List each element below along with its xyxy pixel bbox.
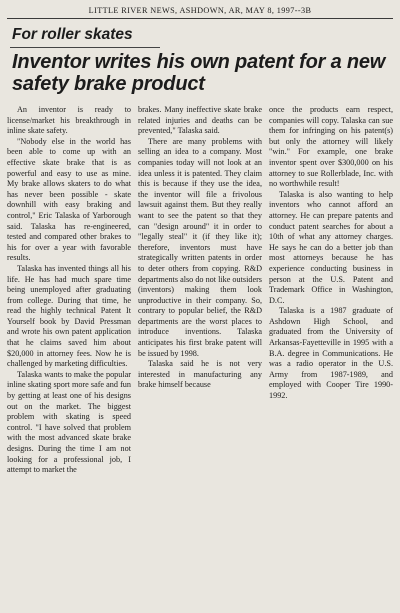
paragraph: Talaska has invented things all his life. He has had much spare time being unemployed after graduating from college. During that time, he read the highly technical Patent It Yourself book by David Pressman and wrote his own patent application that he claims saved him about $20,000 in attorney fees. Now he is challenged by marketing difficulties.: [7, 263, 131, 369]
paragraph: Talaska wants to make the popular inline skating sport more safe and fun by getting at least one of his designs out on the market. The biggest problem with skating is speed control. "I have solved that problem with the most advanced skate brake designs. During the time I am not looking for a professional job, I attempt to market the: [7, 369, 131, 475]
paragraph: "Nobody else in the world has been able to come up with an effective skate brake that is as powerful and easy to use as mine. My brake allows skaters to do what has never been possible - skate downhill with easy braking and control," Eric Talaska of Yarborough said. Talaska has re-engineered, tested and compared other brakes to his for over a year with favorable results.: [7, 136, 131, 263]
kicker: For roller skates: [12, 26, 133, 43]
paragraph: brakes. Many ineffective skate brake related injuries and deaths can be prevented," Talaska said.: [138, 105, 262, 136]
paragraph: Talaska is also wanting to help inventors who cannot afford an attorney. He can prepare patents and conduct patent searches for about a 10th of what any attorney charges. He says he can do a better job than most attorneys because he has experience conducting business in person at the U.S. Patent and Trademark Office in Washington, D.C.: [269, 189, 393, 305]
dateline-rule: [7, 18, 393, 19]
column-2: [138, 105, 262, 476]
kicker-rule: [10, 47, 160, 48]
paragraph: Talaska is a 1987 graduate of Ashdown High School, and graduated from the University of Arkansas-Fayetteville in 1995 with a B.A. degree in Communications. He was a radio operator in the U.S. Army from 1987-1989, and employed with Cooper Tire 1990-1992.: [269, 306, 393, 401]
dateline: LITTLE RIVER NEWS, ASHDOWN, AR, MAY 8, 1997--3B: [88, 6, 312, 15]
column-1: [7, 105, 131, 476]
paragraph: once the products earn respect, companies will copy. Talaska can sue them for infringing on his patent(s) but only the attorney will likely "win." For example, one brake inventor spent over $300,000 on his attorney to sue Rollerblade, Inc. with no worthwhile result!: [269, 105, 393, 189]
headline: Inventor writes his own patent for a new safety brake product: [12, 51, 386, 95]
article-body: [7, 105, 393, 476]
paragraph: Talaska said he is not very interested in manufacturing any brake himself because: [138, 359, 262, 390]
paragraph: There are many problems with selling an idea to a company. Most companies today will not look at an idea unless it is patented. They claim this is because if they use the idea, the inventor will file a frivolous lawsuit against them. But they really want to see the patent so that they can "design around" it in order to "legally steal" it (if they like it); therefore, inventors must have strategically written patents in order to deter others from copying. R&D departments also do not like outsiders (inventors) making them look unproductive in their company. So, contrary to popular belief, the R&D departments are the worst places to introduce inventions. Talaska anticipates his first brake patent will be issued by 1998.: [138, 136, 262, 358]
paragraph: An inventor is ready to license/market his breakthrough in inline skate safety.: [7, 105, 131, 136]
column-3: [269, 105, 393, 476]
